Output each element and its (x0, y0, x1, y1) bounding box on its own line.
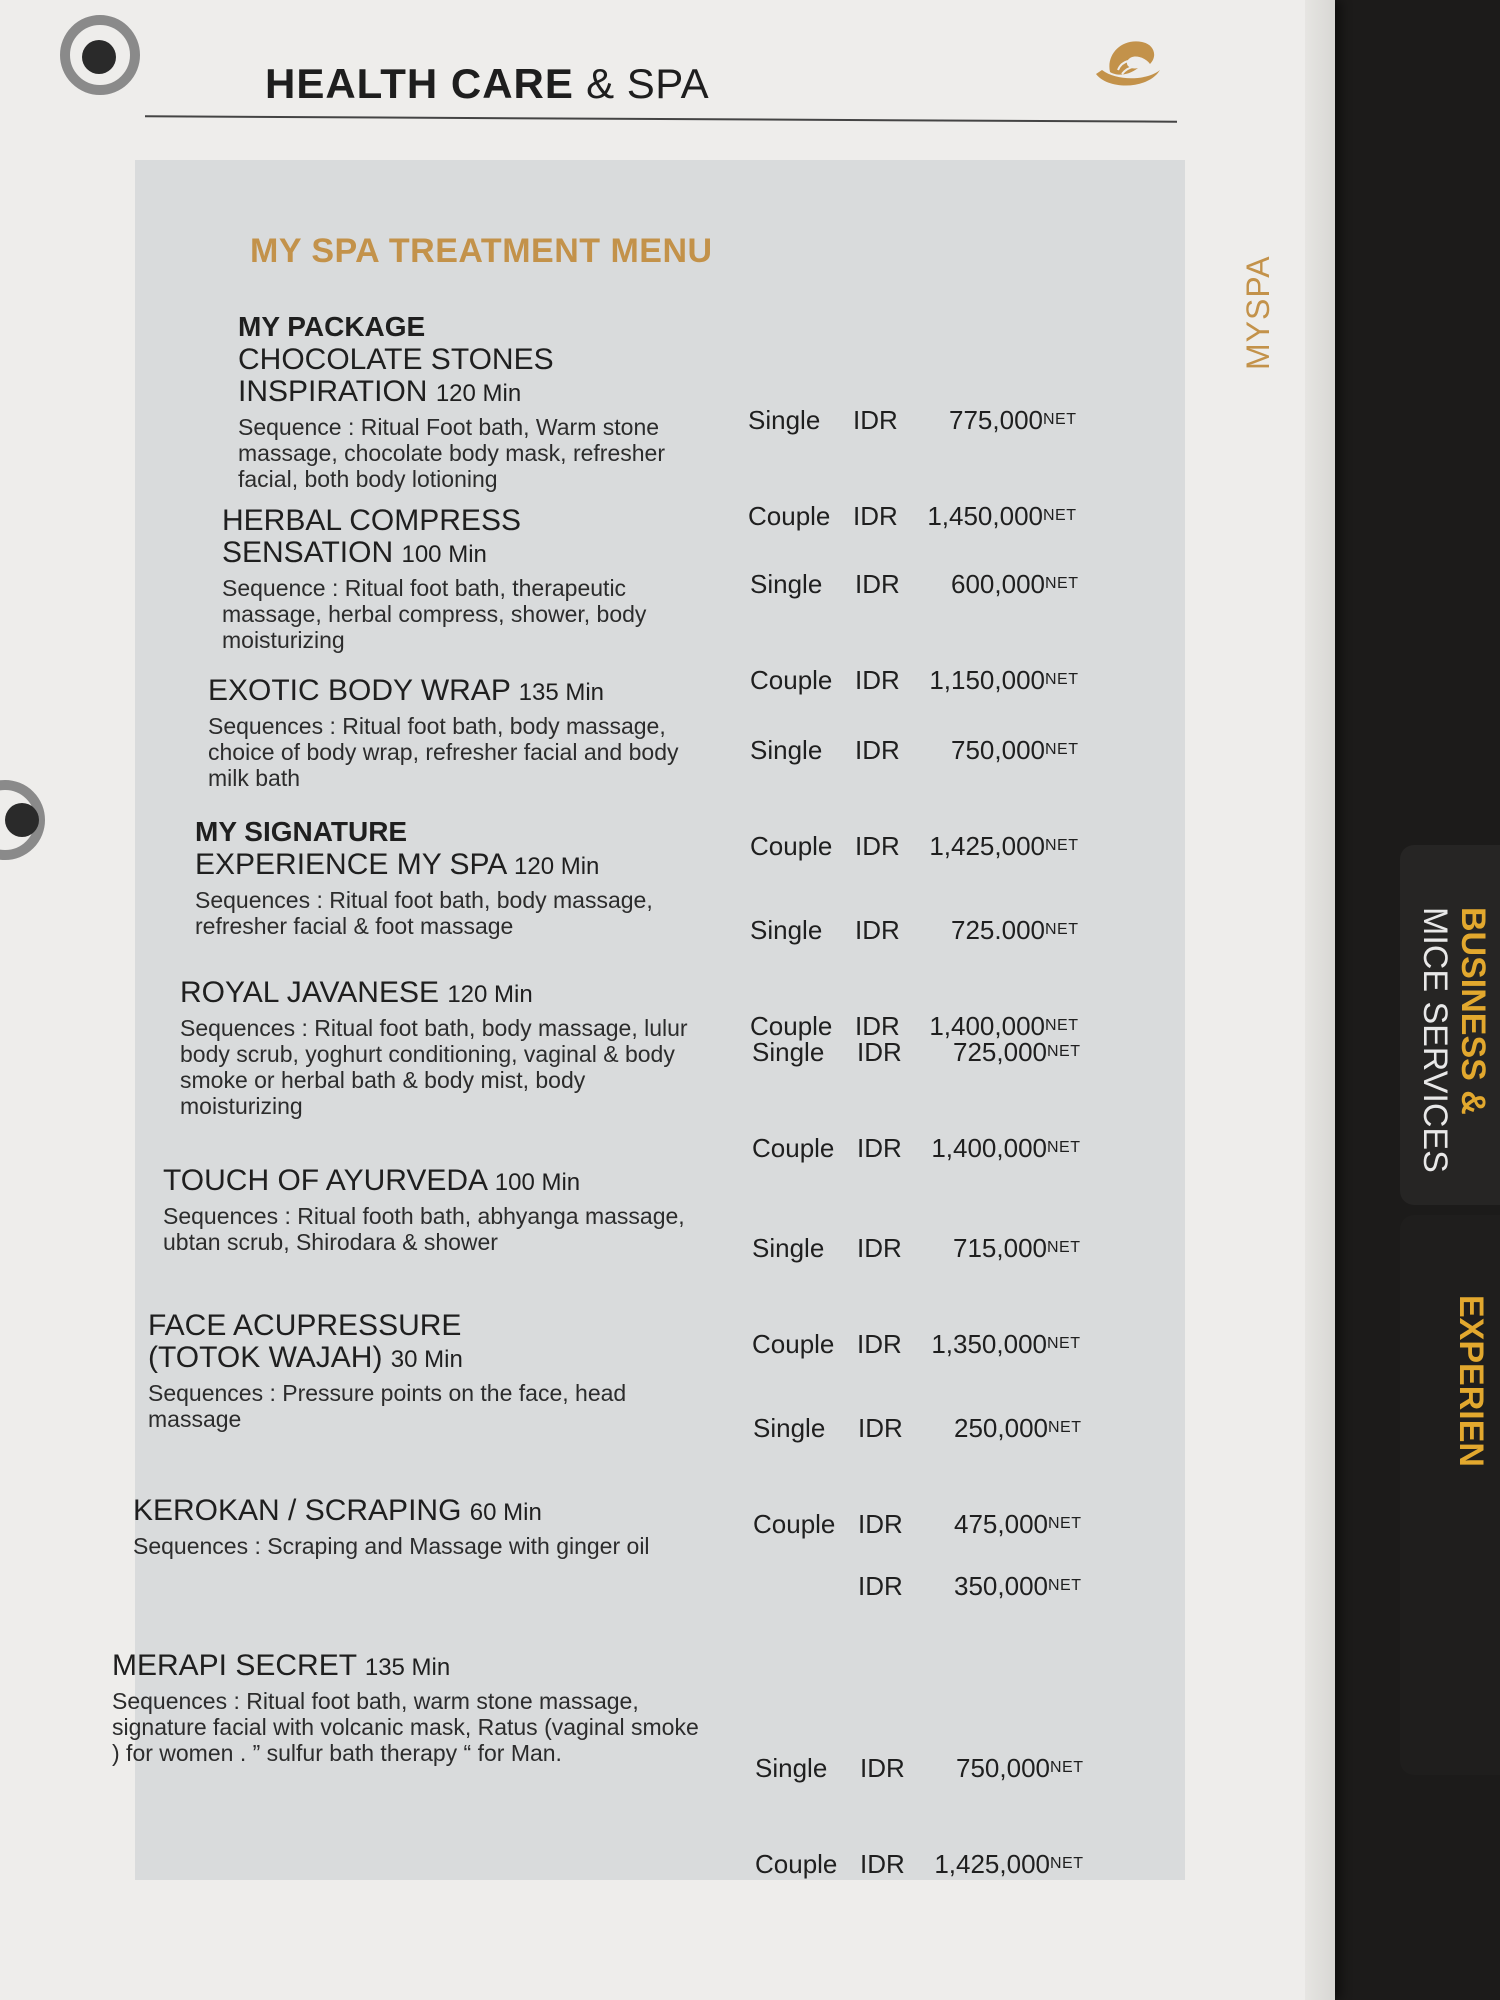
treatment-item (208, 675, 698, 791)
treatment-item (180, 977, 710, 1119)
page-header (265, 60, 709, 108)
item-name: FACE ACUPRESSURE (148, 1309, 462, 1342)
treatment-item (238, 310, 708, 492)
item-sequence: Sequences : Ritual foot bath, body massage, lulur body scrub, yoghurt conditioning, vaginal & body smoke or herbal bath & body mist, body moisturizing (180, 1015, 688, 1119)
item-name: EXOTIC BODY WRAP 135 Min (208, 674, 605, 707)
item-sequence: Sequences : Scraping and Massage with ginger oil (133, 1533, 650, 1559)
price-row: Single IDR 600,000 NET (750, 569, 1079, 599)
treatment-item (163, 1165, 713, 1255)
item-sequence: Sequences : Ritual foot bath, body massage, refresher facial & foot massage (195, 887, 653, 939)
price-row: Single IDR 725,000 NET (752, 1037, 1081, 1067)
swan-logo-icon (1088, 30, 1168, 94)
price-row: IDR 350,000 NET (858, 1571, 1082, 1601)
price-row: Single IDR 725.000 NET (750, 915, 1079, 945)
item-sequence: Sequences : Ritual foot bath, body massage, choice of body wrap, refresher facial and body milk bath (208, 713, 679, 791)
price-row: Single IDR 750,000 NET (750, 735, 1079, 765)
price-row: Couple IDR 1,425,000 NET (755, 1849, 1084, 1879)
item-duration: 30 Min (390, 1346, 463, 1373)
price-row: Single IDR 750,000 NET (755, 1753, 1084, 1783)
item-duration: 135 Min (518, 679, 605, 706)
item-sequence: Sequences : Ritual foot bath, warm stone massage, signature facial with volcanic mask, Ratus (vaginal smoke ) for women . ” sulfur bath therapy “ for Man. (112, 1688, 699, 1766)
tab-experience[interactable] (1400, 1215, 1500, 1775)
item-prices (755, 1688, 1084, 1944)
header-title-rest: & SPA (586, 60, 710, 107)
price-row: Couple IDR 1,450,000 NET (748, 501, 1077, 531)
price-row: Single IDR 250,000 NET (753, 1413, 1082, 1443)
treatment-item (195, 815, 705, 939)
side-brand-text: MYSPA (1240, 255, 1276, 370)
item-category: MY PACKAGE (238, 311, 426, 342)
item-sequence: Sequence : Ritual foot bath, therapeutic massage, herbal compress, shower, body moisturizing (222, 575, 647, 653)
item-category: MY SIGNATURE (195, 816, 408, 847)
item-duration: 120 Min (435, 380, 522, 407)
binder-hole-top (82, 40, 116, 74)
item-name: INSPIRATION 120 Min (238, 375, 522, 408)
price-row: Single IDR 775,000 NET (748, 405, 1077, 435)
item-duration: 135 Min (364, 1654, 451, 1681)
item-name: ROYAL JAVANESE 120 Min (180, 976, 533, 1009)
treatment-item (222, 505, 702, 653)
item-duration: 60 Min (469, 1499, 542, 1526)
tab-label: EXPERIEN (1452, 1295, 1490, 1467)
item-name: KEROKAN / SCRAPING 60 Min (133, 1494, 542, 1527)
price-row: Single IDR 715,000 NET (752, 1233, 1081, 1263)
side-brand (1240, 220, 1300, 370)
item-sequence: Sequence : Ritual Foot bath, Warm stone massage, chocolate body mask, refresher facial, both body lotioning (238, 414, 665, 492)
item-name: CHOCOLATE STONES (238, 343, 554, 376)
item-duration: 120 Min (447, 981, 533, 1008)
item-sequence: Sequences : Pressure points on the face, head massage (148, 1380, 627, 1432)
item-name: (TOTOK WAJAH) 30 Min (148, 1341, 463, 1374)
price-row: Couple IDR 1,400,000 NET (752, 1133, 1081, 1163)
header-divider (145, 115, 1177, 122)
item-duration: 100 Min (401, 541, 487, 568)
treatment-item (133, 1495, 693, 1559)
item-name: SENSATION 100 Min (222, 536, 487, 569)
item-name: HERBAL COMPRESS (222, 504, 521, 537)
tab-business-mice[interactable] (1400, 845, 1500, 1205)
item-duration: 120 Min (514, 853, 600, 880)
binder-hole-middle (5, 803, 39, 837)
header-title-bold: HEALTH CARE (265, 60, 574, 107)
item-name: EXPERIENCE MY SPA 120 Min (195, 848, 600, 881)
page-edge (1305, 0, 1335, 2000)
treatment-item (112, 1650, 712, 1766)
item-prices (753, 1506, 1082, 1666)
price-row: Couple IDR 475,000 NET (753, 1509, 1082, 1539)
item-sequence: Sequences : Ritual footh bath, abhyanga massage, ubtan scrub, Shirodara & shower (163, 1203, 685, 1255)
item-duration: 100 Min (494, 1169, 581, 1196)
price-row: Couple IDR 1,400,000 NET (750, 1011, 1079, 1041)
price-row: Couple IDR 1,350,000 NET (752, 1329, 1081, 1359)
price-row: Couple IDR 1,425,000 NET (750, 831, 1079, 861)
price-row: Couple IDR 1,150,000 NET (750, 665, 1079, 695)
item-name: MERAPI SECRET 135 Min (112, 1649, 451, 1682)
section-title: MY SPA TREATMENT MENU (250, 232, 713, 270)
treatment-item (148, 1310, 708, 1432)
tab-label: BUSINESS & MICE SERVICES (1416, 907, 1492, 1173)
item-name: TOUCH OF AYURVEDA 100 Min (163, 1164, 581, 1197)
